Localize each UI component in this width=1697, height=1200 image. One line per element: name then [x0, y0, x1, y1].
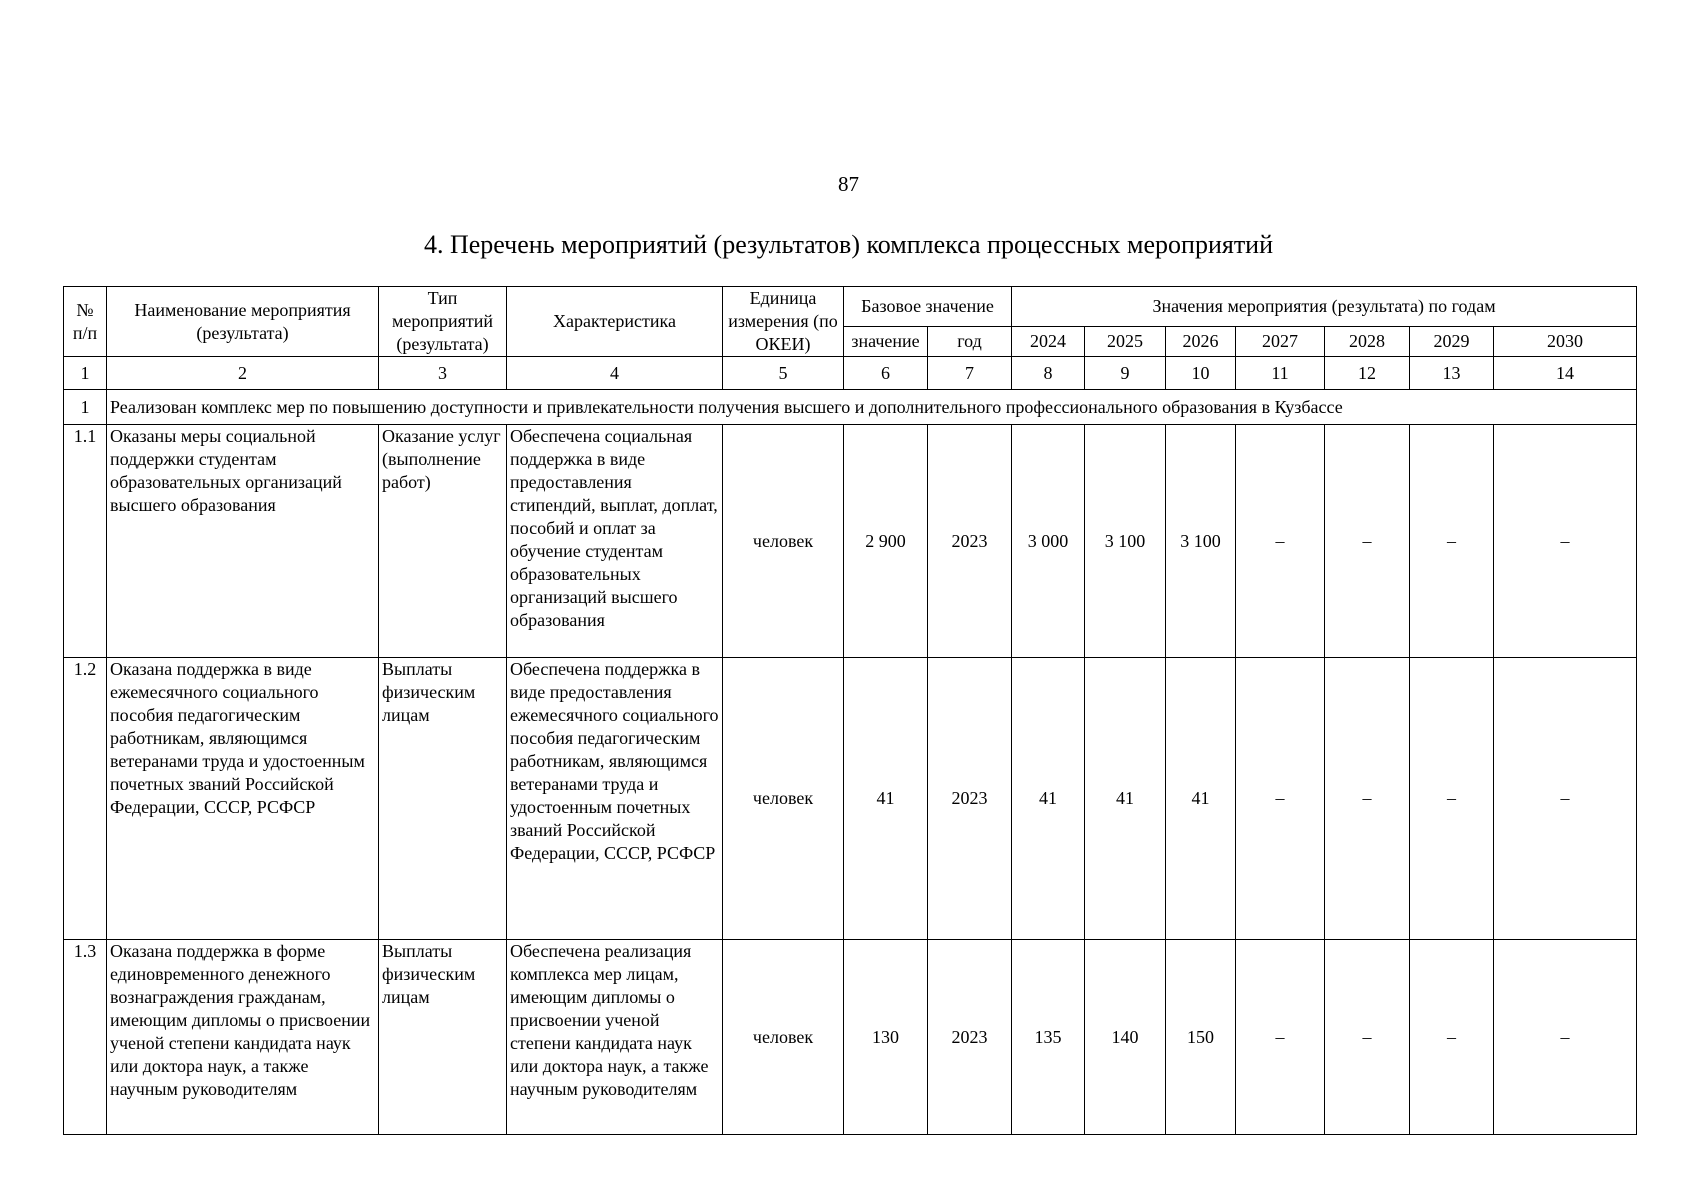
- section-text: Реализован комплекс мер по повышению доступности и привлекательности получения высшего и дополнительного профессионального образования в Кузбассе: [107, 390, 1637, 425]
- unit: человек: [723, 940, 844, 1135]
- value-2029: –: [1410, 425, 1494, 658]
- measures-table: [63, 286, 1637, 1135]
- measure-type: Выплаты физическим лицам: [379, 658, 507, 940]
- column-number: 12: [1325, 357, 1410, 390]
- header-base: Базовое значение: [844, 287, 1012, 327]
- column-number: 2: [107, 357, 379, 390]
- header-characteristic: Характеристика: [507, 287, 723, 357]
- column-number: 7: [928, 357, 1012, 390]
- header-type: Тип мероприятий (результата): [379, 287, 507, 357]
- header-year-2024: 2024: [1012, 327, 1085, 357]
- unit: человек: [723, 658, 844, 940]
- table-row: [64, 425, 1637, 658]
- column-number: 14: [1494, 357, 1637, 390]
- column-number: 1: [64, 357, 107, 390]
- section-row: [64, 390, 1637, 425]
- value-2025: 41: [1085, 658, 1166, 940]
- value-2027: –: [1236, 425, 1325, 658]
- column-number: 13: [1410, 357, 1494, 390]
- base-value: 2 900: [844, 425, 928, 658]
- value-2028: –: [1325, 940, 1410, 1135]
- header-year-2030: 2030: [1494, 327, 1637, 357]
- header-year-2029: 2029: [1410, 327, 1494, 357]
- value-2028: –: [1325, 425, 1410, 658]
- value-2026: 3 100: [1166, 425, 1236, 658]
- value-2025: 3 100: [1085, 425, 1166, 658]
- measure-type: Оказание услуг (выполнение работ): [379, 425, 507, 658]
- base-year: 2023: [928, 658, 1012, 940]
- header-year-2025: 2025: [1085, 327, 1166, 357]
- row-number: 1.3: [64, 940, 107, 1135]
- column-number: 9: [1085, 357, 1166, 390]
- column-number: 8: [1012, 357, 1085, 390]
- value-2024: 41: [1012, 658, 1085, 940]
- table-row: [64, 658, 1637, 940]
- measure-characteristic: Обеспечена поддержка в виде предоставления ежемесячного социального пособия педагогическим работникам, являющимся ветеранами труда и удостоенным почетных званий Российской Федерации, СССР, РСФСР: [507, 658, 723, 940]
- header-num: № п/п: [64, 287, 107, 357]
- table-row: [64, 940, 1637, 1135]
- value-2024: 3 000: [1012, 425, 1085, 658]
- value-2026: 150: [1166, 940, 1236, 1135]
- value-2027: –: [1236, 658, 1325, 940]
- measure-characteristic: Обеспечена реализация комплекса мер лицам, имеющим дипломы о присвоении ученой степени кандидата наук или доктора наук, а также научным руководителям: [507, 940, 723, 1135]
- column-number: 10: [1166, 357, 1236, 390]
- measure-characteristic: Обеспечена социальная поддержка в виде предоставления стипендий, выплат, доплат, пособий и оплат за обучение студентам образовательных организаций высшего образования: [507, 425, 723, 658]
- header-year-2027: 2027: [1236, 327, 1325, 357]
- row-number: 1.2: [64, 658, 107, 940]
- value-2026: 41: [1166, 658, 1236, 940]
- measure-name: Оказаны меры социальной поддержки студентам образовательных организаций высшего образования: [107, 425, 379, 658]
- column-number: 5: [723, 357, 844, 390]
- section-number: 1: [64, 390, 107, 425]
- column-number: 6: [844, 357, 928, 390]
- value-2029: –: [1410, 658, 1494, 940]
- section-title: 4. Перечень мероприятий (результатов) комплекса процессных мероприятий: [423, 230, 1274, 259]
- value-2027: –: [1236, 940, 1325, 1135]
- value-2025: 140: [1085, 940, 1166, 1135]
- header-base-value: значение: [844, 327, 928, 357]
- row-number: 1.1: [64, 425, 107, 658]
- measure-name: Оказана поддержка в форме единовременного денежного вознаграждения гражданам, имеющим дипломы о присвоении ученой степени кандидата наук или доктора наук, а также научным руководителям: [107, 940, 379, 1135]
- base-value: 41: [844, 658, 928, 940]
- column-number: 4: [507, 357, 723, 390]
- value-2030: –: [1494, 658, 1637, 940]
- measure-type: Выплаты физическим лицам: [379, 940, 507, 1135]
- base-year: 2023: [928, 940, 1012, 1135]
- header-unit: Единица измерения (по ОКЕИ): [723, 287, 844, 357]
- base-year: 2023: [928, 425, 1012, 658]
- column-number-row: [64, 357, 1637, 390]
- measure-name: Оказана поддержка в виде ежемесячного социального пособия педагогическим работникам, являющимся ветеранами труда и удостоенным почетных званий Российской Федерации, СССР, РСФСР: [107, 658, 379, 940]
- column-number: 11: [1236, 357, 1325, 390]
- header-years: Значения мероприятия (результата) по годам: [1012, 287, 1637, 327]
- value-2030: –: [1494, 425, 1637, 658]
- value-2024: 135: [1012, 940, 1085, 1135]
- unit: человек: [723, 425, 844, 658]
- header-name: Наименование мероприятия (результата): [107, 287, 379, 357]
- column-number: 3: [379, 357, 507, 390]
- header-year-2026: 2026: [1166, 327, 1236, 357]
- base-value: 130: [844, 940, 928, 1135]
- page-number: 87: [838, 172, 859, 196]
- header-year-2028: 2028: [1325, 327, 1410, 357]
- value-2029: –: [1410, 940, 1494, 1135]
- value-2030: –: [1494, 940, 1637, 1135]
- header-base-year: год: [928, 327, 1012, 357]
- value-2028: –: [1325, 658, 1410, 940]
